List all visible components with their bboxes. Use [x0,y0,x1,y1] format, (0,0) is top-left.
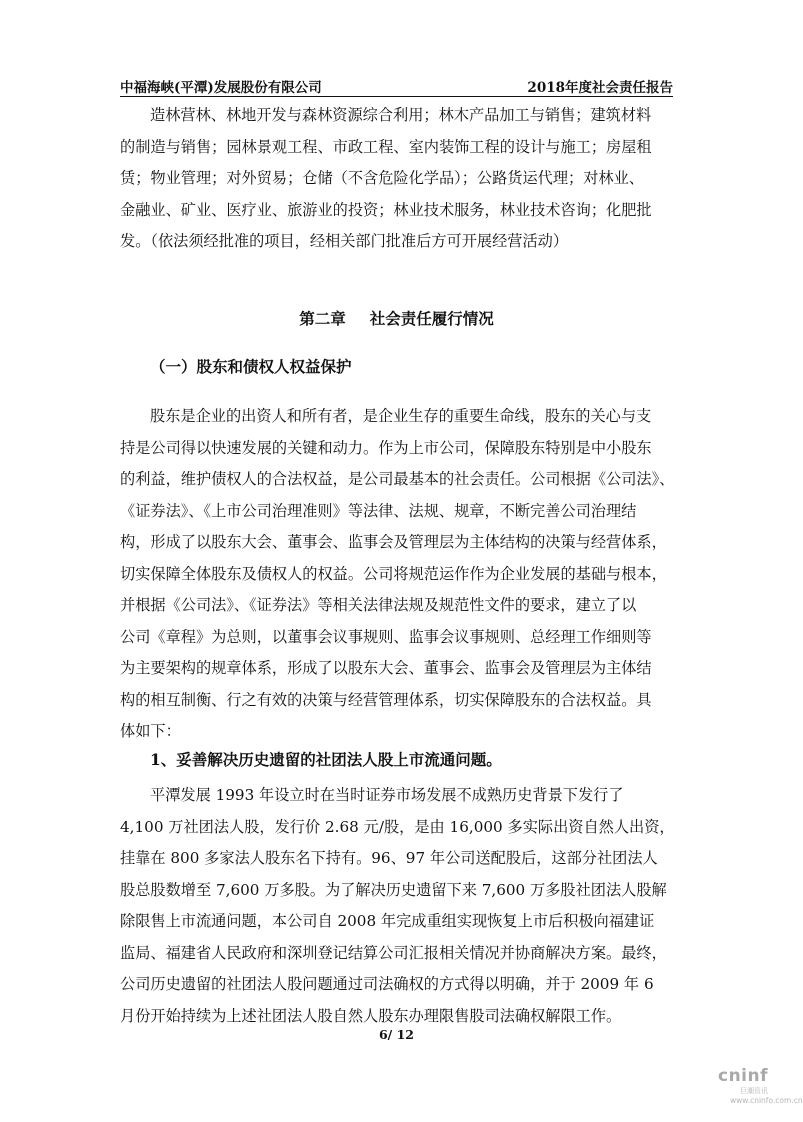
text-line: 公司《章程》为总则，以董事会议事规则、监事会议事规则、总经理工作细则等 [120,627,652,646]
text-line: 挂靠在 800 多家法人股东名下持有。96、97 年公司送配股后，这部分社团法人 [120,849,658,867]
text-line: 除限售上市流通问题，本公司自 2008 年完成重组实现恢复上市后积极向福建证 [120,912,655,930]
business-scope-paragraph [120,100,673,258]
page-header [120,74,673,96]
chapter-heading [0,307,793,329]
section-heading: （一）股东和债权人权益保护 [150,357,352,376]
text-line: 构的相互制衡、行之有效的决策与经营管理体系，切实保障股东的合法权益。具 [120,690,652,709]
text-line: 体如下： [120,722,181,740]
text-line: 股总股数增至 7,600 万多股。为了解决历史遗留下来 7,600 万多股社团法人股解 [120,880,667,899]
text-line: 月份开始持续为上述社团法人股自然人股东办理限售股司法确权解限工作。 [120,1006,622,1025]
text-line: 监局、福建省人民政府和深圳登记结算公司汇报相关情况并协商解决方案。最终， [120,943,667,962]
text-line: 并根据《公司法》、《证券法》等相关法律法规及规范性文件的要求，建立了以 [120,596,637,614]
intro-paragraph [120,401,673,748]
text-line: 的制造与销售；园林景观工程、市政工程、室内装饰工程的设计与施工；房屋租 [120,137,652,156]
header-divider [120,96,673,97]
cninfo-watermark [718,1066,803,1112]
text-line: 的利益，维护债权人的合法权益，是公司最基本的社会责任。公司根据《公司法》、 [120,470,675,488]
chapter-number: 第二章 [299,309,346,328]
text-line: 发。（依法须经批准的项目，经相关部门批准后方可开展经营活动） [120,232,569,250]
header-report-title: 2018年度社会责任报告 [527,80,673,96]
watermark-logo: cninf [718,1066,769,1086]
watermark-url: www.cninfo.com.cn [730,1096,803,1105]
text-line: 金融业、矿业、医疗业、旅游业的投资；林业技术服务，林业技术咨询；化肥批 [120,200,652,219]
text-line: 股东是企业的出资人和所有者，是企业生存的重要生命线，股东的关心与支 [150,407,652,425]
text-line: 为主要架构的规章体系，形成了以股东大会、董事会、监事会及管理层为主体结 [120,659,652,677]
text-line: 造林营林、林地开发与森林资源综合利用；林木产品加工与销售；建筑材料 [150,106,652,124]
chapter-title: 社会责任履行情况 [369,309,494,328]
text-line: 4,100 万社团法人股，发行价 2.68 元/股，是由 16,000 多实际出资自然人出资， [120,817,675,836]
text-line: 平潭发展 1993 年设立时在当时证券市场发展不成熟历史背景下发行了 [150,786,624,804]
page-number: 6/ 12 [378,1027,414,1042]
item-paragraph [120,780,673,1032]
text-line: 持是公司得以快速发展的关键和动力。作为上市公司，保障股东特别是中小股东 [120,438,652,457]
item-heading: 1、妥善解决历史遗留的社团法人股上市流通问题。 [150,750,502,769]
text-line: 构，形成了以股东大会、董事会、监事会及管理层为主体结构的决策与经营体系， [120,533,667,551]
text-line: 赁；物业管理；对外贸易；仓储（不含危险化学品）；公路货运代理；对林业、 [120,169,644,187]
header-company-name: 中福海峡(平潭)发展股份有限公司 [120,80,322,96]
watermark-name: 巨潮资讯 [740,1087,768,1095]
text-line: 切实保障全体股东及债权人的权益。公司将规范运作作为企业发展的基础与根本， [120,564,667,583]
text-line: 公司历史遗留的社团法人股问题通过司法确权的方式得以明确，并于 2009 年 6 [120,975,654,993]
text-line: 《证券法》、《上市公司治理准则》等法律、法规、规章，不断完善公司治理结 [120,501,637,520]
